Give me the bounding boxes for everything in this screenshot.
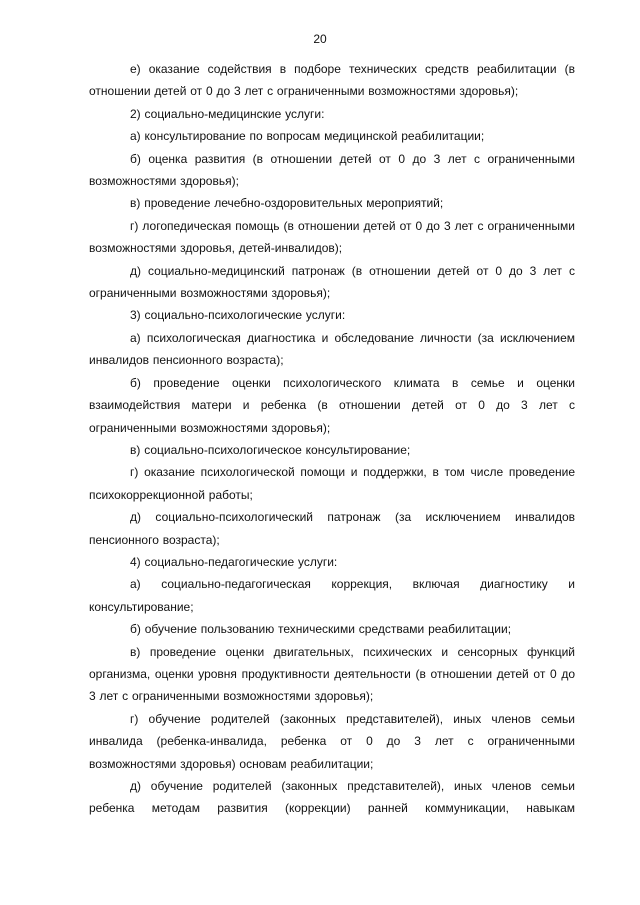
list-item: г) логопедическая помощь (в отношении детей от 0 до 3 лет с ограниченными возможностями здоровья, детей-инвалидов); (89, 218, 575, 256)
list-item: б) оценка развития (в отношении детей от 0 до 3 лет с ограниченными возможностями здоровья); (89, 151, 575, 189)
list-item: б) проведение оценки психологического климата в семье и оценки взаимодействия матери и ребенка (в отношении детей от 0 до 3 лет с ограниченными возможностями здоровья); (89, 375, 575, 435)
list-item: е) оказание содействия в подборе технических средств реабилитации (в отношении детей от 0 до 3 лет с ограниченными возможностями здоровья); (89, 62, 575, 99)
list-item: д) социально-медицинский патронаж (в отношении детей от 0 до 3 лет с ограниченными возможностями здоровья); (89, 263, 575, 301)
list-item: в) проведение оценки двигательных, психических и сенсорных функций организма, оценки уровня продуктивности деятельности (в отношении детей от 0 до 3 лет с ограниченными возможностями здоровья); (89, 644, 575, 704)
list-item: в) проведение лечебно-оздоровительных мероприятий; (130, 196, 444, 211)
document-body (89, 58, 575, 820)
section-heading: 3) социально-психологические услуги: (130, 308, 346, 323)
list-item: в) социально-психологическое консультирование; (130, 442, 411, 457)
list-item: г) обучение родителей (законных представителей), иных членов семьи инвалида (ребенка-инвалида, ребенка от 0 до 3 лет с ограниченными возможностями здоровья) основам реабилитации; (89, 711, 575, 771)
list-item: д) обучение родителей (законных представителей), иных членов семьи ребенка методам развития (коррекции) ранней коммуникации, навыкам (89, 779, 575, 816)
list-item: б) обучение пользованию техническими средствами реабилитации; (130, 622, 512, 637)
list-item: а) консультирование по вопросам медицинской реабилитации; (130, 129, 485, 144)
list-item: д) социально-психологический патронаж (за исключением инвалидов пенсионного возраста); (89, 510, 575, 547)
section-heading: 4) социально-педагогические услуги: (130, 554, 338, 569)
list-item: г) оказание психологической помощи и поддержки, в том числе проведение психокоррекционной работы; (89, 465, 575, 502)
list-item: а) психологическая диагностика и обследование личности (за исключением инвалидов пенсионного возраста); (89, 330, 575, 368)
page-number: 20 (313, 32, 327, 46)
section-heading: 2) социально-медицинские услуги: (130, 106, 325, 121)
list-item: а) социально-педагогическая коррекция, включая диагностику и консультирование; (89, 577, 575, 614)
